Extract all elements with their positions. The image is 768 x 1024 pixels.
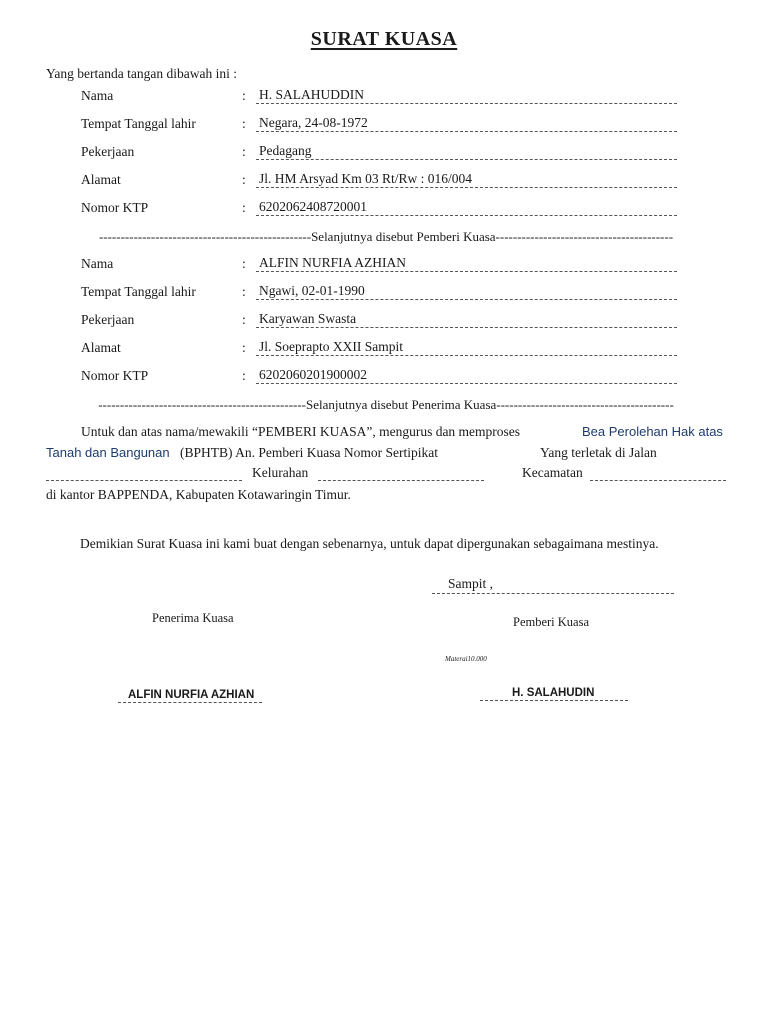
receiver-birth-value: Ngawi, 02-01-1990	[256, 283, 677, 300]
closing-paragraph: Demikian Surat Kuasa ini kami buat dengan sebenarnya, untuk dapat dipergunakan sebagaimana mestinya.	[80, 536, 659, 551]
body-line-2: (BPHTB) An. Pemberi Kuasa Nomor Sertipikat	[180, 445, 438, 460]
receiver-ktp-value: 6202060201900002	[256, 367, 677, 384]
receiver-job-value: Karyawan Swasta	[256, 311, 677, 328]
giver-separator: -------------------------------------------------Selanjutnya disebut Pemberi Kuasa-----------------------------------------	[98, 229, 674, 244]
bphtb-text-cont: Tanah dan Bangunan	[46, 445, 170, 460]
stamp-duty-text: Materai10.000	[445, 655, 487, 663]
giver-ktp-label: Nomor KTP	[81, 200, 149, 215]
blank-line	[46, 479, 242, 481]
giver-job-value: Pedagang	[256, 143, 677, 160]
receiver-separator: ------------------------------------------------Selanjutnya disebut Penerima Kuasa-----------------------------------------	[98, 397, 674, 412]
colon: :	[242, 88, 246, 103]
colon: :	[242, 256, 246, 271]
giver-address-value: Jl. HM Arsyad Km 03 Rt/Rw : 016/004	[256, 171, 677, 188]
colon: :	[242, 144, 246, 159]
bphtb-text: Bea Perolehan Hak atas	[582, 424, 723, 439]
signing-place: Sampit ,	[448, 576, 494, 591]
date-blank	[432, 592, 674, 594]
colon: :	[242, 312, 246, 327]
street-label: Yang terletak di Jalan	[540, 445, 657, 460]
receiver-label: Penerima Kuasa	[152, 611, 234, 625]
giver-birth-value: Negara, 24-08-1972	[256, 115, 677, 132]
receiver-name-value: ALFIN NURFIA AZHIAN	[256, 255, 677, 272]
receiver-job-label: Pekerjaan	[81, 312, 135, 327]
receiver-name-label: Nama	[81, 256, 114, 271]
receiver-signature-name: ALFIN NURFIA AZHIAN	[118, 689, 262, 703]
page-title: SURAT KUASA	[310, 28, 458, 50]
colon: :	[242, 172, 246, 187]
colon: :	[242, 116, 246, 131]
receiver-address-label: Alamat	[81, 340, 121, 355]
giver-name-label: Nama	[81, 88, 114, 103]
colon: :	[242, 200, 246, 215]
kelurahan-label: Kelurahan	[252, 465, 309, 480]
giver-ktp-value: 6202062408720001	[256, 199, 677, 216]
colon: :	[242, 284, 246, 299]
receiver-address-value: Jl. Soeprapto XXII Sampit	[256, 339, 677, 356]
giver-label: Pemberi Kuasa	[513, 615, 590, 629]
intro-text: Yang bertanda tangan dibawah ini :	[46, 66, 237, 81]
kelurahan-blank	[318, 479, 484, 481]
body-line-1: Untuk dan atas nama/mewakili “PEMBERI KUASA”, mengurus dan memproses	[81, 424, 521, 439]
body-line-4: di kantor BAPPENDA, Kabupaten Kotawaringin Timur.	[46, 487, 351, 502]
giver-birth-label: Tempat Tanggal lahir	[81, 116, 196, 131]
giver-address-label: Alamat	[81, 172, 121, 187]
giver-job-label: Pekerjaan	[81, 144, 135, 159]
colon: :	[242, 340, 246, 355]
giver-signature-name: H. SALAHUDIN	[480, 687, 628, 701]
giver-name-value: H. SALAHUDDIN	[256, 87, 677, 104]
receiver-ktp-label: Nomor KTP	[81, 368, 149, 383]
kecamatan-label: Kecamatan	[522, 465, 583, 480]
receiver-birth-label: Tempat Tanggal lahir	[81, 284, 196, 299]
kecamatan-blank	[590, 479, 726, 481]
colon: :	[242, 368, 246, 383]
